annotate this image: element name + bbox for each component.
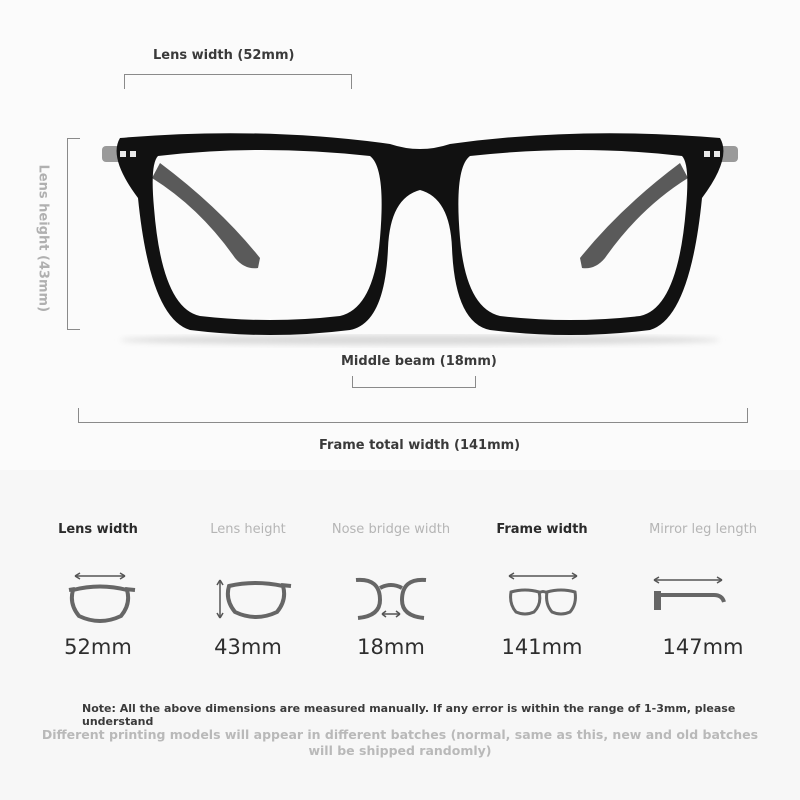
frame-total-width-label: Frame total width (141mm) bbox=[319, 438, 521, 453]
spec-frame-width bbox=[467, 520, 617, 659]
measurement-note: Note: All the above dimensions are measured manually. If any error is within the range of 1-3mm, please understand bbox=[82, 702, 736, 728]
left-rivet bbox=[120, 151, 126, 157]
lens-height-bracket bbox=[67, 138, 80, 330]
lens-width-label: Lens width (52mm) bbox=[153, 48, 295, 63]
lens-width-icon bbox=[43, 568, 153, 628]
spec-title: Lens width bbox=[58, 522, 138, 537]
batch-note: Different printing models will appear in different batches (normal, same as this, new and old batches will be shipped randomly) bbox=[41, 727, 759, 758]
spec-lens-height bbox=[173, 520, 323, 659]
spec-title: Lens height bbox=[210, 522, 286, 537]
spec-value: 141mm bbox=[501, 635, 583, 659]
glasses-image bbox=[90, 118, 750, 358]
spec-nose-bridge bbox=[316, 520, 466, 659]
glasses-shadow bbox=[120, 335, 720, 345]
lens-height-label: Lens height (43mm) bbox=[35, 164, 51, 313]
right-temple bbox=[580, 163, 688, 268]
middle-beam-label: Middle beam (18mm) bbox=[341, 354, 497, 369]
spec-lens-width bbox=[23, 520, 173, 659]
left-rivet bbox=[130, 151, 136, 157]
frame-width-icon bbox=[487, 568, 597, 628]
spec-mirror-leg-length bbox=[628, 520, 778, 659]
left-temple bbox=[152, 163, 260, 268]
spec-title: Nose bridge width bbox=[331, 522, 451, 537]
spec-value: 52mm bbox=[64, 635, 132, 659]
lens-height-icon bbox=[193, 568, 303, 628]
right-rivet bbox=[704, 151, 710, 157]
spec-value: 147mm bbox=[662, 635, 744, 659]
right-rivet bbox=[714, 151, 720, 157]
frame-front bbox=[117, 133, 724, 335]
spec-title: Frame width bbox=[496, 522, 588, 537]
temple-length-icon bbox=[648, 568, 758, 628]
spec-value: 18mm bbox=[357, 635, 425, 659]
frame-total-width-bracket bbox=[78, 408, 748, 423]
spec-title: Mirror leg length bbox=[649, 522, 757, 537]
middle-beam-bracket bbox=[352, 376, 476, 388]
lens-width-bracket bbox=[124, 74, 352, 89]
nose-bridge-icon bbox=[336, 568, 446, 628]
spec-value: 43mm bbox=[214, 635, 282, 659]
